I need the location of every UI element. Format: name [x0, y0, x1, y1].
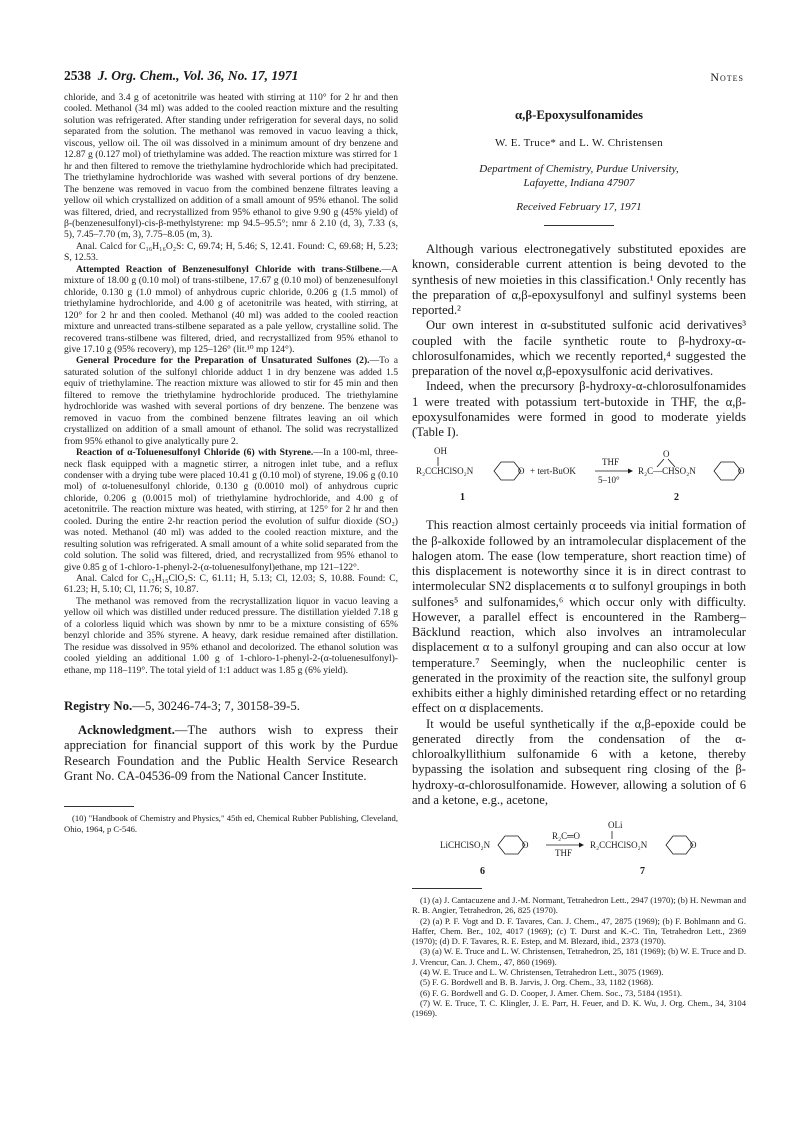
article-body [412, 242, 746, 440]
page-number: 2538 [64, 68, 91, 83]
reactant-formula: R₂CCHClSO₂N [416, 466, 474, 477]
paragraph: Attempted Reaction of Benzenesulfonyl Chloride with trans-Stilbene.—A mixture of 18.00 g (0.10 mol) of trans-stilbene, 17.67 g (0.10 mol) of benzenesulfonyl chloride, 0.130 g (1.0 mmol) of anhydrous cupric chloride, 0.206 g (1.5 mmol) of triethylamine hydrochloride, and 4.00 g of acetonitrile was heated, with stirring, at 120° for 2 hr and then cooled. Methanol (40 ml) was added to the cooled reaction mixture and unreacted trans-stilbene separated as a pale yellow, crystalline solid. The recovered trans-stilbene was filtered, dried, and recrystallized from 95% ethanol to give 17.10 g (95% recovery), mp 125–126° (lit.¹⁰ mp 124°). [64, 263, 398, 355]
footnote: (2) (a) P. F. Vogt and D. F. Tavares, Can. J. Chem., 47, 2875 (1969); (b) F. Bohlmann and G. Haffer, Chem. Ber., 102, 4017 (1969); (c) T. Durst and K.-C. Tin, Tetrahedron Lett., 2369 (1970); (d) D. F. Tavares, R. E. Estep, and M. Blezard, ibid., 2373 (1970). [412, 915, 746, 947]
article-authors: W. E. Truce* and L. W. Christensen [494, 137, 664, 149]
compound-label-6: 6 [480, 866, 485, 877]
morpholine-ring [666, 836, 693, 854]
procedure-heading: Reaction of α-Toluenesulfonyl Chloride (6) with Styrene. [76, 447, 314, 459]
acknowledgment-label: Acknowledgment. [78, 723, 175, 738]
epoxide-oxygen: O [663, 449, 670, 460]
paragraph: General Procedure for the Preparation of Unsaturated Sulfones (2).—To a saturated solution of the sulfonyl chloride adduct 1 in dry benzene was added 1.5 equiv of triethylamine. The reaction mixture was allowed to stir for 45 min and then filtered to remove the triethylamine hydrochloride produced. The triethylamine hydrochloride was washed with several portions of dry benzene. The benzene was removed in vacuo from the combined benzene filtrates leaving an oil which crystallized on addition of a small amount of ethanol. The solid was recrystallized from 95% ethanol to give analytically pure 2. [64, 355, 398, 447]
footnote-10: (10) "Handbook of Chemistry and Physics," 45th ed, Chemical Rubber Publishing, Cleveland, Ohio, 1964, p C-546. [64, 813, 398, 834]
footnote: (1) (a) J. Cantacuzene and J.-M. Normant, Tetrahedron Lett., 2947 (1970); (b) H. Newman and R. B. Angier, Tetrahedron, 26, 825 (1970). [412, 895, 746, 916]
paragraph: Anal. Calcd for C₁₆H₁₆O₂S: C, 69.74; H, 5.46; S, 12.41. Found: C, 69.68; H, 5.23; S, 12.53. [64, 240, 398, 264]
paragraph: The methanol was removed from the recrystallization liquor in vacuo leaving a yellow oil which was distilled under reduced pressure. The distillation yielded 7.18 g of a colorless liquid which was shown by nmr to be a mixture consisting of 65% benzyl chloride and 35% styrene. A heavy, dark residue remained after distillation. The residue was dissolved in 95% ethanol and decolorized. The ethanol solution was cooled yielding an additional 1.00 g of 1-chloro-1-phenyl-2-(α-toluenesulfonyl)-ethane, mp 118–119°. The total yield of 1:1 adduct was 1.85 g (6% yield). [64, 595, 398, 676]
footnote-rule [64, 806, 134, 807]
scheme-2-graphic [412, 808, 746, 884]
ring-oxygen: O [690, 840, 697, 850]
affiliation: Department of Chemistry, Purdue University, Lafayette, Indiana 47907 [479, 163, 679, 189]
acknowledgment: Acknowledgment.—The authors wish to express their appreciation for financial support of this work by the Purdue Research Foundation and the Public Health Service Research Grant No. CA-04536-09 from the National Cancer Institute. [64, 723, 398, 783]
ring-oxygen: O [738, 466, 745, 477]
experimental-section [64, 92, 398, 676]
compound-label-2: 2 [674, 492, 679, 504]
registry-numbers: Registry No.—5, 30246-74-3; 7, 30158-39-5. [64, 699, 300, 714]
morpholine-ring [494, 462, 521, 480]
ring-oxygen: O [522, 840, 529, 850]
paragraph: Our own interest in α-substituted sulfonic acid derivatives³ coupled with the facile synthetic route to β-hydroxy-α-chlorosulfonamides, which we recently reported,⁴ suggested the preparation of the novel α,β-epoxysulfonic acid derivatives. [412, 318, 746, 378]
paragraph: Indeed, when the precursory β-hydroxy-α-chlorosulfonamides 1 were treated with potassium tert-butoxide in THF, the α,β-epoxysulfonamides were formed in good to moderate yields (Table I). [412, 379, 746, 439]
footnote: (3) (a) W. E. Truce and L. W. Christensen, Tetrahedron, 25, 181 (1969); (b) W. E. Truce and D. J. Vrencur, Can. J. Chem., 47, 860 (1969). [412, 946, 746, 967]
product-formula: R₂C—CHSO₂N [638, 466, 696, 477]
ketone-reagent: R₂C═O [552, 831, 581, 841]
article-title: α,β-Epoxysulfonamides [514, 108, 643, 122]
paragraph: chloride, and 3.4 g of acetonitrile was heated with stirring at 110° for 2 hr and then cooled. Methanol (34 ml) was added to the cooled reaction mixture and the resulting solution was refrigerated. After standing under refrigeration for several days, no solid separated from the solution. The methanol was removed in vacuo leaving a thick, viscous, yellow oil. The oil was dissolved in a minimum amount of dry benzene and 12.87 g (0.127 mol) of triethylamine was added. The reaction mixture was stirred for 1 hr and then filtered to remove the triethylamine hydrochloride which had precipitated. The triethylamine hydrochloride was washed with several portions of dry benzene. The benzene was removed in vacuo from the combined benzene filtrates leaving a yellow oil which crystallized on addition of a small amount of 95% ethanol. The solid was filtered, dried, and recrystallized from 95% ethanol to give 9.90 g (45% yield) of β-(benzenesulfonyl)-cis-β-methylstyrene: mp 94.5–95.5°; nmr δ 2.10 (d, 3), 7.33 (s, 5), 7.45–7.70 (m, 3), 7.75–8.05 (m, 3). [64, 92, 398, 241]
paragraph: It would be useful synthetically if the α,β-epoxide could be generated directly from the condensation of the α-chloroalkyllithium sulfonamide 6 with a ketone, thereby bypassing the isolation and subsequent ring closing of the β-hydroxy-α-chlorosulfonamide. However, allowing a solution of 6 and a ketone, e.g., acetone, [412, 716, 746, 807]
compound-label-7: 7 [640, 866, 645, 877]
title-rule [544, 225, 614, 226]
morpholine-ring [714, 462, 741, 480]
footnote: (5) F. G. Bordwell and B. B. Jarvis, J. Org. Chem., 33, 1182 (1968). [420, 977, 654, 988]
lithium-alkoxide-label: OLi [608, 820, 623, 830]
temperature-label: 5–10° [598, 475, 620, 486]
paragraph: Although various electronegatively substituted epoxides are known, considerable current attention is being devoted to the synthesis of new moieties in this classification.¹ Only recently has the preparation of α,β-epoxysulfonyl and sulfinyl systems been reported.² [412, 242, 746, 317]
reaction-scheme-1 [412, 440, 746, 518]
article-body-continued [412, 518, 746, 808]
left-column [64, 92, 398, 834]
scheme-1-graphic [412, 440, 746, 518]
reaction-scheme-2 [412, 808, 746, 884]
solvent-label: THF [555, 848, 573, 858]
paragraph: Anal. Calcd for C₁₅H₁₅ClO₂S: C, 61.11; H, 5.13; Cl, 12.03; S, 10.88. Found: C, 61.23; H, 5.10; Cl, 11.76; S, 10.87. [64, 573, 398, 596]
registry-label: Registry No. [64, 699, 133, 714]
paragraph: Reaction of α-Toluenesulfonyl Chloride (6) with Styrene.—In a 100-ml, three-neck flask equipped with a magnetic stirrer, a nitrogen inlet tube, and a reflux condenser with a drying tube were placed 10.41 g (0.10 mol) of styrene, 19.06 g (0.10 mol) of α-toluenesulfonyl chloride, 0.130 g (0.0010 mol) of anhydrous cupric chloride, 0.206 g (0.0015 mol) of triethylamine hydrochloride, and 4.00 g of acetonitrile. The reaction mixture was heated, with stirring, at 125° for 2 hr and then cooled. During the entire 2-hr reaction period the evolution of sulfur dioxide (SO₂) was noted. Methanol (40 ml) was added to the cooled reaction mixture, and the resulting solution was refrigerated. A small amount of a white solid separated from the cold solution. The solid was filtered, dried, and recrystallized from 95% ethanol to give 0.85 g of 1-chloro-1-phenyl-2-(α-toluenesulfonyl)ethane, mp 121–122°. [64, 447, 398, 573]
reactant-formula: LiCHClSO₂N [440, 840, 491, 850]
footnote: (4) W. E. Truce and L. W. Christensen, Tetrahedron Lett., 3075 (1969). [420, 967, 664, 978]
footnotes [412, 895, 746, 1019]
right-column [412, 92, 746, 1019]
product-formula: R₂CCHClSO₂N [590, 840, 648, 850]
procedure-heading: Attempted Reaction of Benzenesulfonyl Chloride with trans-Stilbene. [76, 263, 382, 275]
footnote: (6) F. G. Bordwell and G. D. Cooper, J. Amer. Chem. Soc., 73, 5184 (1951). [420, 987, 683, 998]
compound-label-1: 1 [460, 492, 465, 504]
received-date: Received February 17, 1971 [516, 201, 642, 213]
hydroxyl-label: OH [434, 446, 447, 457]
footnote: (7) W. E. Truce, T. C. Klingler, J. E. Parr, H. Feuer, and D. K. Wu, J. Org. Chem., 34, 3104 (1969). [412, 997, 746, 1019]
journal-citation: J. Org. Chem., Vol. 36, No. 17, 1971 [97, 68, 299, 83]
section-label: Notes [710, 70, 744, 84]
paragraph: This reaction almost certainly proceeds via initial formation of the β-alkoxide followed by an intramolecular displacement of the halogen atom. The ease (low temperature, short reaction time) of this displacement is noteworthy since it is in direct contrast to intermolecular SN2 displacements α to sulfonyl groupings in both sulfones⁵ and sulfonamides,⁶ which occur only with difficulty. However, a parallel effect is encountered in the Ramberg–Bäcklund reaction, which also involves an intramolecular displacement α to a sulfonyl grouping and can also occur at low temperature.⁷ Seemingly, when the nucleophilic center is generated in the proximity of the reaction site, the sulfonyl group exhibits either a highly diminished retarding effect or no retarding effect on α displacements. [412, 518, 746, 716]
solvent-label: THF [602, 457, 620, 468]
base-reagent: + tert-BuOK [530, 466, 576, 477]
ring-oxygen: O [518, 466, 525, 477]
procedure-heading: General Procedure for the Preparation of Unsaturated Sulfones (2). [76, 355, 370, 367]
footnote-rule [412, 888, 482, 889]
morpholine-ring [498, 836, 525, 854]
running-head [64, 68, 744, 88]
